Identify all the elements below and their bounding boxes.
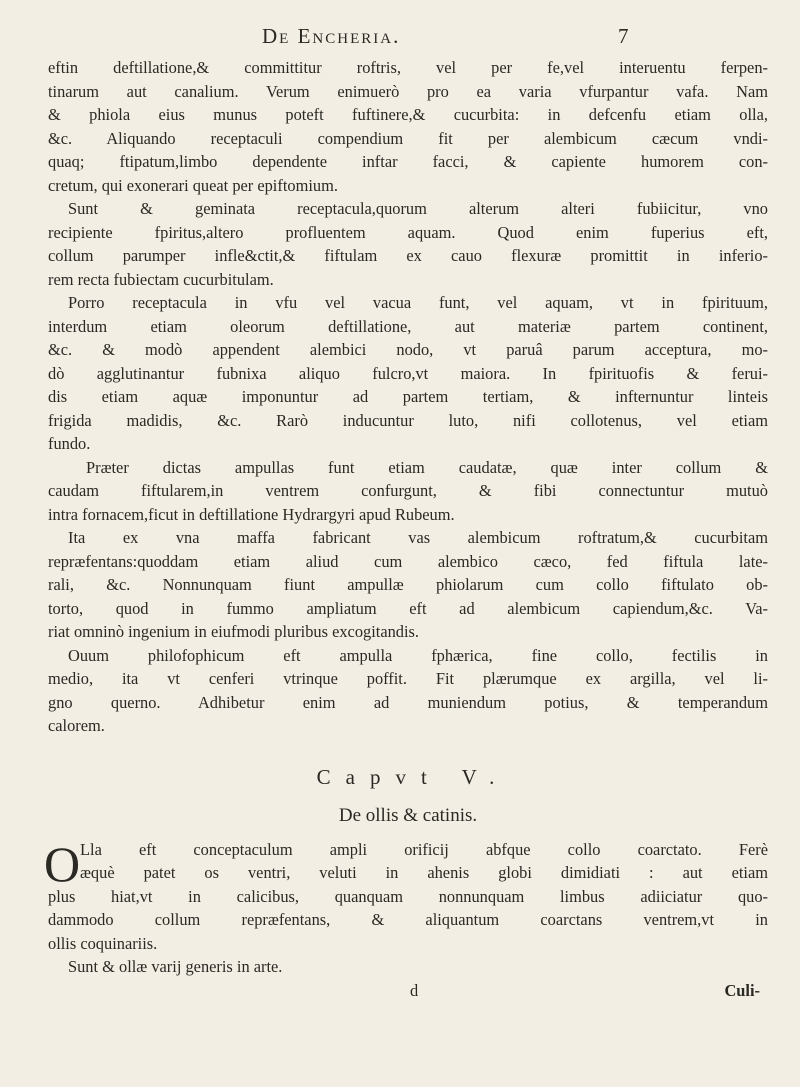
text-line: Porro receptacula in vfu vel vacua funt, vel aquam, vt in fpirituum, (68, 293, 768, 312)
text-line: caudam fiftularem,in ventrem confurgunt, & fibi connectuntur mutuò (48, 481, 768, 500)
running-head (0, 24, 800, 54)
paragraph-6 (48, 644, 768, 738)
text-line: &c. Aliquando receptaculi compendium fit per alembicum cæcum vndi- (48, 128, 768, 148)
text-line: calorem. (48, 716, 105, 735)
text-line: frigida madidis, &c. Rarò inducuntur luto, nifi collotenus, vel etiam (48, 410, 768, 430)
text-line: rali, &c. Nonnunquam fiunt ampullæ phiolarum cum collo fiftulato ob- (48, 575, 768, 594)
text-line: Lla eft conceptaculum ampli orificij abfque collo coarctato. Ferè (80, 839, 768, 859)
text-line: plus hiat,vt in calicibus, quanquam nonnunquam limbus adiiciatur quo- (48, 886, 768, 906)
chapter-paragraph-1 (44, 835, 768, 956)
text-line: æquè patet os ventri, veluti in ahenis globi dimidiati : aut etiam (80, 863, 768, 882)
text-line: cretum, qui exonerari queat per epiftomium. (48, 175, 338, 195)
chapter-heading: Capvt V. (316, 764, 510, 789)
text-line: & phiola eius munus poteft fuftinere,& cucurbita: in defcenfu etiam olla, (48, 105, 768, 124)
page-footer (48, 979, 768, 1003)
text-line: Sunt & ollæ varij generis in arte. (68, 957, 283, 976)
text-line: repræfentans:quoddam etiam aliud cum alembico cæco, fed fiftula late- (48, 551, 768, 571)
text-line: gno querno. Adhibetur enim ad muniendum potius, & temperandum (48, 692, 768, 712)
text-line: interdum etiam oleorum deftillatione, aut materiæ partem continent, (48, 316, 768, 336)
text-line: &c. & modò appendent alembici nodo, vt paruâ parum acceptura, mo- (48, 340, 768, 359)
text-line: quaq; ftipatum,limbo dependente inftar facci, & capiente humorem con- (48, 152, 768, 171)
text-line: Ouum philofophicum eft ampulla fphærica, fine collo, fectilis in (68, 645, 768, 665)
text-line: eftin deftillatione,& committitur roftris, vel per fe,vel interuentu ferpen- (48, 58, 768, 77)
text-line: Sunt & geminata receptacula,quorum alterum alteri fubiicitur, vno (68, 199, 768, 218)
text-line: medio, ita vt cenferi vtrinque poffit. Fit plærumque ex argilla, vel li- (48, 669, 768, 688)
text-line: collum parumper infle&ctit,& fiftulam ex cauo flexuræ promittit in inferio- (48, 246, 768, 265)
signature-mark: d (410, 980, 419, 1000)
text-line: ollis coquinariis. (48, 933, 158, 953)
spacer (48, 738, 768, 760)
paragraph-1 (48, 56, 768, 197)
text-line: dis etiam aquæ imponuntur ad partem tertiam, & infternuntur linteis (48, 387, 768, 406)
text-line: intra fornacem,ficut in deftillatione Hydrargyri apud Rubeum. (48, 504, 455, 524)
text-line: fundo. (48, 434, 91, 453)
text-line: dammodo collum repræfentans, & aliquantum coarctans ventrem,vt in (48, 910, 768, 929)
catchword: Culi- (724, 980, 760, 1000)
text-line: recipiente fpiritus,altero profluentem aquam. Quod enim fuperius eft, (48, 222, 768, 242)
paragraph-3 (48, 291, 768, 456)
page-number: 7 (618, 24, 629, 48)
text-line: rem recta fubiectam cucurbitulam. (48, 269, 274, 289)
chapter-paragraph-2 (48, 955, 768, 979)
running-title: De Encheria. (262, 24, 401, 48)
text-line: dò agglutinantur fubnixa aliquo fulcro,vt maiora. In fpirituofis & ferui- (48, 363, 768, 383)
paragraph-2 (48, 197, 768, 291)
text-block (44, 56, 768, 1003)
paragraph-4 (48, 456, 768, 527)
chapter-subtitle: De ollis & catinis. (338, 804, 478, 826)
text-line: riat omninò ingenium in eiufmodi pluribus excogitandis. (48, 622, 420, 641)
text-line: Præter dictas ampullas funt etiam caudatæ, quæ inter collum & (86, 457, 768, 477)
paragraph-5 (48, 526, 768, 644)
drop-capital: O (44, 835, 81, 892)
text-line: tinarum aut canalium. Verum enimuerò pro ea varia vfurpantur vafa. Nam (48, 81, 768, 101)
text-line: torto, quod in fummo ampliatum eft ad alembicum capiendum,&c. Va- (48, 598, 768, 618)
text-line: Ita ex vna maffa fabricant vas alembicum roftratum,& cucurbitam (68, 528, 768, 547)
